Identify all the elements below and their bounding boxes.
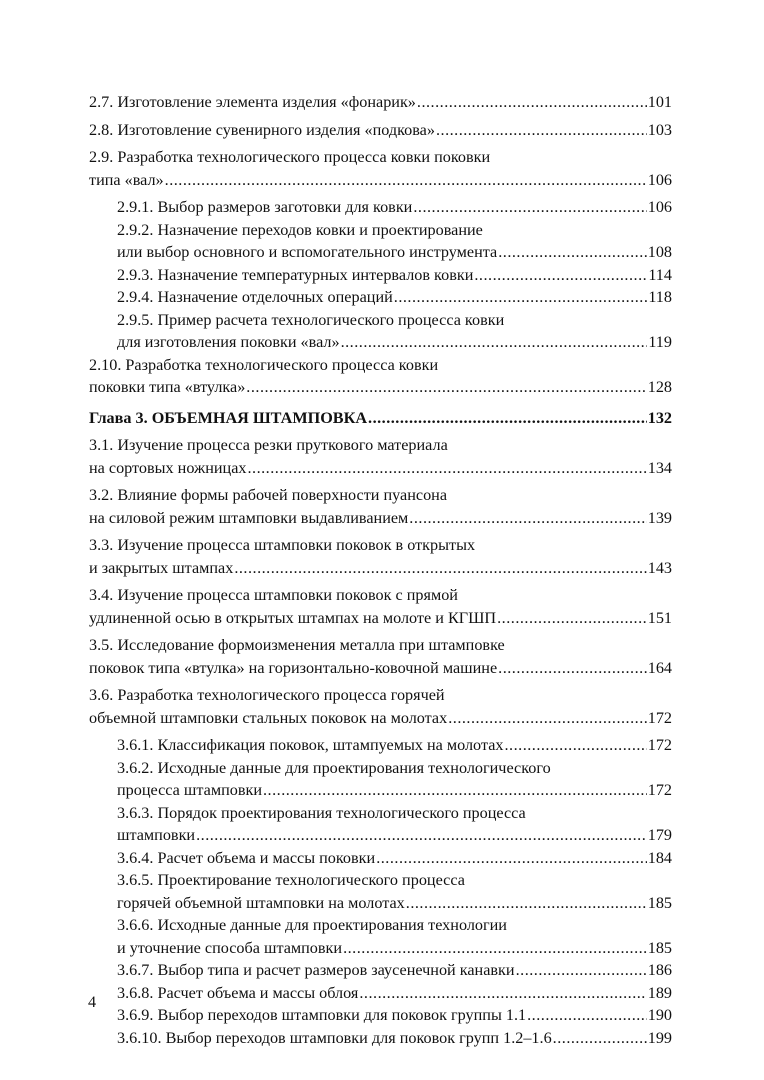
toc-entry-line xyxy=(117,1027,672,1050)
toc-entry-title: 3.3. Изучение процесса штамповки поковок в открытых xyxy=(89,536,476,554)
toc-entry-title: и уточнение способа штамповки xyxy=(117,938,343,957)
toc-entry-line xyxy=(117,734,672,757)
toc-entry-line xyxy=(89,484,672,507)
toc-entry[interactable] xyxy=(89,534,672,579)
dot-leader xyxy=(263,779,647,802)
toc-entry-line xyxy=(89,607,672,630)
toc-page-number: 119 xyxy=(648,333,672,351)
toc-entry-line xyxy=(89,119,672,142)
toc-entry-line xyxy=(89,534,672,557)
dot-leader xyxy=(498,657,647,680)
toc-entry-line xyxy=(117,869,672,892)
dot-leader xyxy=(246,376,646,399)
toc-entry-line xyxy=(89,557,672,580)
toc-page-number: 189 xyxy=(647,983,672,1002)
toc-entry-title: 2.7. Изготовление элемента изделия «фонарик» xyxy=(89,93,416,111)
toc-entry[interactable] xyxy=(89,959,672,982)
toc-entry-title: для изготовления поковки «вал» xyxy=(117,333,340,351)
toc-entry-title: поковок типа «втулка» на горизонтально-ковочной машине xyxy=(89,658,498,677)
toc-entry-line xyxy=(117,196,672,219)
toc-entry-line xyxy=(117,219,672,242)
toc-page-number: 143 xyxy=(647,558,672,577)
dot-leader xyxy=(165,169,647,192)
toc-entry[interactable] xyxy=(89,684,672,729)
dot-leader xyxy=(234,557,646,580)
toc-page-number: 128 xyxy=(647,378,672,396)
toc-entry[interactable] xyxy=(89,196,672,219)
toc-entry[interactable] xyxy=(89,634,672,679)
toc-entry[interactable] xyxy=(89,734,672,757)
dot-leader xyxy=(505,734,647,757)
toc-page-number: 118 xyxy=(648,288,672,306)
toc-page-number: 114 xyxy=(648,265,672,284)
toc-page-number: 190 xyxy=(647,1006,672,1024)
toc-entry-line xyxy=(117,779,672,802)
dot-leader xyxy=(196,824,647,847)
toc-chapter-entry[interactable] xyxy=(89,407,672,430)
dot-leader xyxy=(368,407,647,430)
toc-entry-title: 3.1. Изучение процесса резки пруткового материала xyxy=(89,436,448,454)
toc-entry[interactable] xyxy=(89,484,672,529)
toc-entry-title: 3.6.7. Выбор типа и расчет размеров заусенечной канавки xyxy=(117,961,515,979)
dot-leader xyxy=(497,607,647,630)
toc-entry-line xyxy=(117,892,672,915)
toc-entry-title: 3.6.10. Выбор переходов штамповки для поковок групп 1.2–1.6 xyxy=(117,1028,552,1047)
toc-page-number: 185 xyxy=(647,938,672,957)
toc-entry-line xyxy=(117,802,672,825)
toc-entry-title: 3.5. Исследование формоизменения металла при штамповке xyxy=(89,636,505,654)
toc-entry-title: 2.10. Разработка технологического процесса ковки xyxy=(89,355,439,374)
toc-entry-title: 3.6.3. Порядок проектирования технологического процесса xyxy=(117,803,526,822)
toc-entry-title: 2.8. Изготовление сувенирного изделия «подкова» xyxy=(89,120,435,139)
toc-entry-line xyxy=(117,264,672,287)
toc-entry-line xyxy=(117,959,672,982)
toc-entry-line xyxy=(89,707,672,730)
dot-leader xyxy=(448,707,647,730)
toc-page-number: 139 xyxy=(647,508,672,527)
toc-entry-title: 3.6.9. Выбор переходов штамповки для поковок группы 1.1 xyxy=(117,1006,527,1024)
dot-leader xyxy=(247,457,646,480)
toc-entry-title: на силовой режим штамповки выдавливанием xyxy=(89,508,409,527)
toc-entry-title: 2.9.4. Назначение отделочных операций xyxy=(117,288,393,306)
toc-entry-line xyxy=(89,657,672,680)
toc-entry-title: 3.4. Изучение процесса штамповки поковок с прямой xyxy=(89,586,458,604)
dot-leader xyxy=(553,1027,647,1050)
toc-entry[interactable] xyxy=(89,869,672,914)
dot-leader xyxy=(436,119,647,142)
toc-entry-line xyxy=(117,982,672,1005)
toc-entry-title: 2.9.3. Назначение температурных интервалов ковки xyxy=(117,265,474,284)
toc-entry[interactable] xyxy=(89,847,672,870)
toc-entry[interactable] xyxy=(89,219,672,264)
toc-entry-line xyxy=(117,824,672,847)
dot-leader xyxy=(413,196,646,219)
dot-leader xyxy=(474,264,647,287)
toc-entry[interactable] xyxy=(89,91,672,114)
toc-entry-title: 3.6.8. Расчет объема и массы облоя xyxy=(117,983,359,1002)
toc-entry-line xyxy=(89,407,672,430)
toc-entry-line xyxy=(117,309,672,332)
page-number: 4 xyxy=(88,993,97,1011)
toc-entry-line xyxy=(89,169,672,192)
toc-entry[interactable] xyxy=(89,914,672,959)
toc-entry-title: поковки типа «втулка» xyxy=(89,378,246,396)
toc-entry-line xyxy=(89,457,672,480)
toc-entry-title: на сортовых ножницах xyxy=(89,458,247,477)
dot-leader xyxy=(516,959,647,982)
toc-entry-title: горячей объемной штамповки на молотах xyxy=(117,893,405,912)
table-of-contents xyxy=(89,91,672,1049)
toc-entry-title: объемной штамповки стальных поковок на молотах xyxy=(89,708,448,727)
toc-entry[interactable] xyxy=(89,584,672,629)
toc-entry-title: или выбор основного и вспомогательного инструмента xyxy=(117,243,498,261)
toc-entry[interactable] xyxy=(89,286,672,309)
toc-page-number: 106 xyxy=(647,198,672,216)
dot-leader xyxy=(343,937,647,960)
toc-entry[interactable] xyxy=(89,757,672,802)
toc-entry[interactable] xyxy=(89,119,672,142)
toc-entry-line xyxy=(89,146,672,169)
toc-page-number: 134 xyxy=(647,458,672,477)
toc-entry[interactable] xyxy=(89,802,672,847)
dot-leader xyxy=(417,91,647,114)
toc-page-number: 172 xyxy=(647,736,672,754)
toc-entry[interactable] xyxy=(89,1027,672,1050)
toc-entry-title: 2.9.2. Назначение переходов ковки и проектирование xyxy=(117,220,483,239)
toc-entry-line xyxy=(89,684,672,707)
toc-entry-title: 3.6. Разработка технологического процесса горячей xyxy=(89,686,445,704)
toc-entry-title: Глава 3. ОБЪЕМНАЯ ШТАМПОВКА xyxy=(89,408,368,427)
toc-page-number: 186 xyxy=(647,961,672,979)
toc-entry-title: 3.6.4. Расчет объема и массы поковки xyxy=(117,848,376,867)
toc-page-number: 103 xyxy=(647,120,672,139)
dot-leader xyxy=(394,286,648,309)
toc-entry-title: 3.6.5. Проектирование технологического процесса xyxy=(117,871,465,889)
toc-entry-line xyxy=(117,937,672,960)
toc-page-number: 108 xyxy=(647,243,672,261)
dot-leader xyxy=(498,241,646,264)
toc-page-number: 172 xyxy=(647,708,672,727)
toc-page-number: 184 xyxy=(647,848,672,867)
toc-entry-line xyxy=(117,331,672,354)
toc-page-number: 164 xyxy=(647,658,672,677)
toc-entry[interactable] xyxy=(89,434,672,479)
toc-entry-title: 3.2. Влияние формы рабочей поверхности пуансона xyxy=(89,486,448,504)
toc-entry[interactable] xyxy=(89,982,672,1005)
toc-entry-title: и закрытых штампах xyxy=(89,558,234,577)
toc-entry[interactable] xyxy=(89,264,672,287)
toc-entry-title: 3.6.1. Классификация поковок, штампуемых на молотах xyxy=(117,736,504,754)
toc-entry-line xyxy=(117,286,672,309)
toc-entry-line xyxy=(117,847,672,870)
toc-entry-title: 2.9. Разработка технологического процесса ковки поковки xyxy=(89,148,491,166)
toc-entry-line xyxy=(89,634,672,657)
toc-entry-line xyxy=(89,434,672,457)
toc-entry-title: 3.6.6. Исходные данные для проектирования технологии xyxy=(117,916,507,934)
dot-leader xyxy=(376,847,647,870)
toc-page-number: 151 xyxy=(647,608,672,627)
dot-leader xyxy=(341,331,648,354)
toc-page-number: 179 xyxy=(647,826,672,844)
dot-leader xyxy=(527,1004,647,1027)
toc-page-number: 185 xyxy=(647,893,672,912)
toc-entry-title: 2.9.1. Выбор размеров заготовки для ковки xyxy=(117,198,413,216)
toc-entry-title: 2.9.5. Пример расчета технологического процесса ковки xyxy=(117,310,505,329)
toc-entry-line xyxy=(89,354,672,377)
toc-page-number: 132 xyxy=(647,408,672,427)
toc-entry[interactable] xyxy=(89,354,672,399)
toc-page-number: 199 xyxy=(647,1028,672,1047)
toc-entry[interactable] xyxy=(89,1004,672,1027)
toc-entry-title: удлиненной осью в открытых штампах на молоте и КГШП xyxy=(89,608,497,627)
toc-entry-line xyxy=(89,507,672,530)
toc-entry-title: штамповки xyxy=(117,826,196,844)
toc-entry-line xyxy=(117,914,672,937)
dot-leader xyxy=(359,982,646,1005)
dot-leader xyxy=(409,507,646,530)
toc-page-number: 106 xyxy=(647,170,672,189)
toc-entry-line xyxy=(89,376,672,399)
toc-page-number: 101 xyxy=(647,93,672,111)
toc-entry-title: процесса штамповки xyxy=(117,781,262,799)
dot-leader xyxy=(406,892,647,915)
toc-page-number: 172 xyxy=(647,781,672,799)
toc-entry-title: 3.6.2. Исходные данные для проектирования технологического xyxy=(117,758,551,777)
toc-entry-title: типа «вал» xyxy=(89,170,164,189)
toc-entry-line xyxy=(117,241,672,264)
toc-entry[interactable] xyxy=(89,309,672,354)
toc-entry-line xyxy=(117,757,672,780)
toc-entry-line xyxy=(89,584,672,607)
toc-entry-line xyxy=(117,1004,672,1027)
toc-entry[interactable] xyxy=(89,146,672,191)
toc-entry-line xyxy=(89,91,672,114)
